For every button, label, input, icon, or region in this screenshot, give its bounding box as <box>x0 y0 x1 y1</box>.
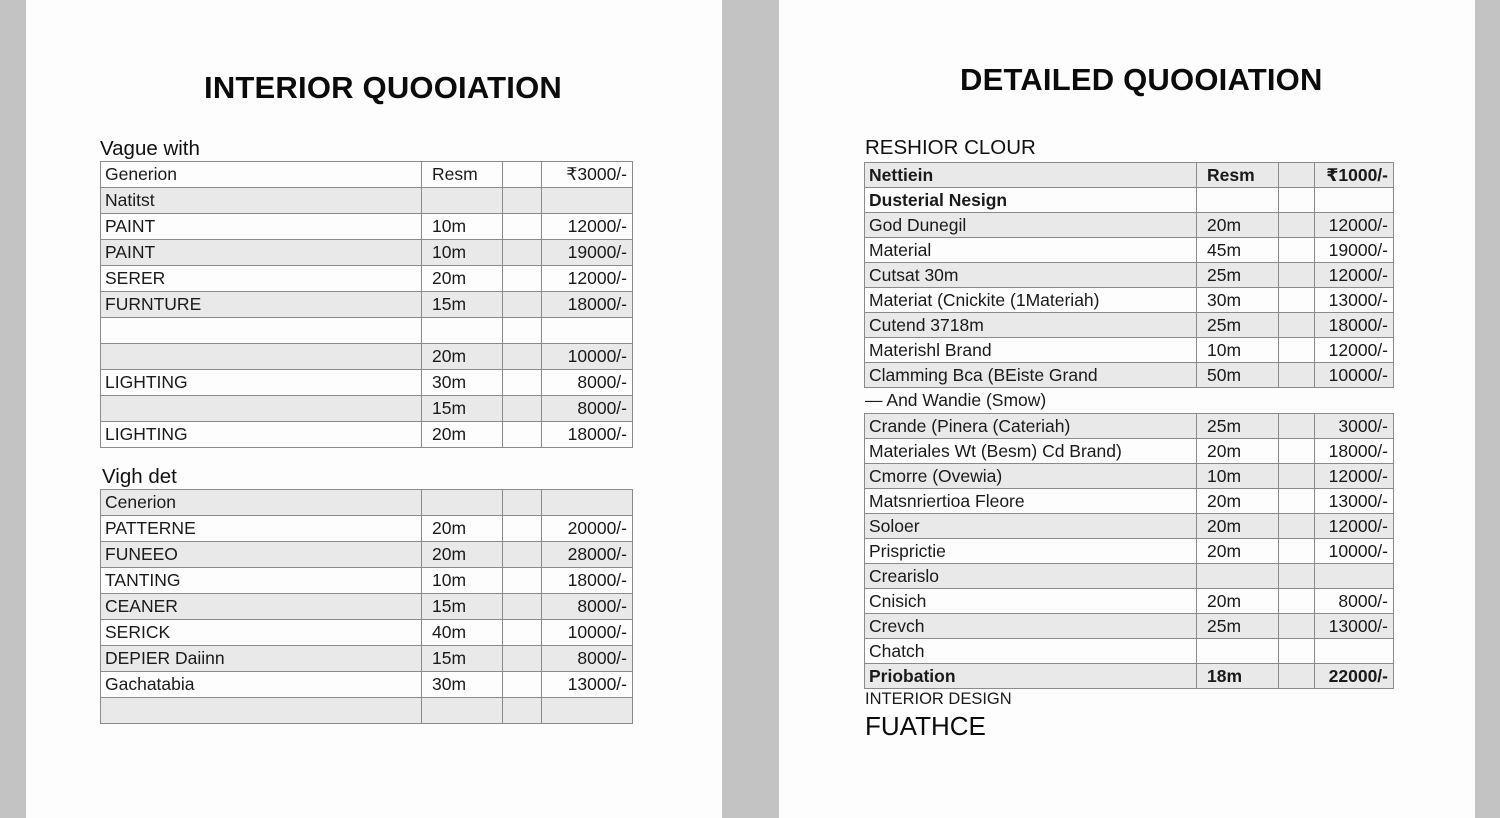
rate-cell <box>1279 363 1315 388</box>
table-row <box>865 163 1394 188</box>
qty-cell: 20m <box>1197 514 1279 539</box>
amount-cell: 12000/- <box>1315 213 1394 238</box>
table-row <box>865 589 1394 614</box>
table-row <box>101 490 633 516</box>
separator-label: — And Wandie (Smow) <box>865 390 1047 410</box>
amount-cell: ₹1000/- <box>1315 163 1394 188</box>
rate-cell <box>503 568 542 594</box>
qty-cell: 10m <box>422 240 503 266</box>
table-row <box>101 240 633 266</box>
item-cell <box>101 318 422 344</box>
amount-cell <box>542 698 633 724</box>
rate-cell <box>1279 514 1315 539</box>
item-cell: PATTERNE <box>101 516 422 542</box>
item-cell: Chatch <box>865 639 1197 664</box>
item-cell: Clamming Bca (BEiste Grand <box>865 363 1197 388</box>
table-row <box>865 414 1394 439</box>
amount-cell: 13000/- <box>1315 288 1394 313</box>
item-cell: SERER <box>101 266 422 292</box>
amount-cell: 12000/- <box>1315 338 1394 363</box>
qty-cell <box>422 490 503 516</box>
qty-cell: 15m <box>422 396 503 422</box>
item-cell: Cmorre (Ovewia) <box>865 464 1197 489</box>
qty-cell: 45m <box>1197 238 1279 263</box>
table-row <box>101 266 633 292</box>
amount-cell: 8000/- <box>1315 589 1394 614</box>
qty-cell: 25m <box>1197 313 1279 338</box>
item-cell: Gachatabia <box>101 672 422 698</box>
item-cell: Natitst <box>101 188 422 214</box>
rate-cell <box>503 240 542 266</box>
qty-cell: 25m <box>1197 414 1279 439</box>
qty-cell: 50m <box>1197 363 1279 388</box>
rate-cell <box>503 422 542 448</box>
amount-cell: 18000/- <box>542 292 633 318</box>
amount-cell: 19000/- <box>1315 238 1394 263</box>
rate-cell <box>503 214 542 240</box>
footer-subtitle: INTERIOR DESIGN <box>865 690 1012 708</box>
amount-cell: 10000/- <box>1315 363 1394 388</box>
item-cell: SERICK <box>101 620 422 646</box>
qty-cell: 10m <box>1197 464 1279 489</box>
table-row <box>101 214 633 240</box>
table-row <box>101 646 633 672</box>
qty-cell <box>422 698 503 724</box>
rate-cell <box>1279 188 1315 213</box>
amount-cell: 22000/- <box>1315 664 1394 689</box>
amount-cell <box>542 188 633 214</box>
table-row <box>865 188 1394 213</box>
rate-cell <box>1279 589 1315 614</box>
rate-cell <box>503 396 542 422</box>
amount-cell <box>542 490 633 516</box>
item-cell: God Dunegil <box>865 213 1197 238</box>
item-cell: Nettiein <box>865 163 1197 188</box>
amount-cell: 18000/- <box>542 422 633 448</box>
item-cell: DEPIER Daiinn <box>101 646 422 672</box>
item-cell: Cnisich <box>865 589 1197 614</box>
rate-cell <box>1279 614 1315 639</box>
qty-cell: 40m <box>422 620 503 646</box>
table-row <box>865 514 1394 539</box>
left-quotation-page <box>26 0 722 818</box>
item-cell: Matsnriertioa Fleore <box>865 489 1197 514</box>
item-cell: Material <box>865 238 1197 263</box>
qty-cell: 20m <box>1197 439 1279 464</box>
item-cell <box>101 396 422 422</box>
rate-cell <box>503 620 542 646</box>
item-cell: Crande (Pinera (Cateriah) <box>865 414 1197 439</box>
table-row <box>101 568 633 594</box>
qty-cell <box>1197 564 1279 589</box>
table-row <box>865 288 1394 313</box>
table-row <box>865 338 1394 363</box>
rate-cell <box>503 542 542 568</box>
rate-cell <box>503 318 542 344</box>
rate-cell <box>503 266 542 292</box>
amount-cell <box>1315 564 1394 589</box>
item-cell: LIGHTING <box>101 422 422 448</box>
rate-cell <box>503 344 542 370</box>
item-cell: Materiat (Cnickite (1Materiah) <box>865 288 1197 313</box>
item-cell: Dusterial Nesign <box>865 188 1197 213</box>
rate-cell <box>1279 288 1315 313</box>
rate-cell <box>1279 489 1315 514</box>
amount-cell: 18000/- <box>1315 313 1394 338</box>
quotation-table <box>100 489 633 724</box>
rate-cell <box>503 594 542 620</box>
amount-cell: 10000/- <box>542 620 633 646</box>
amount-cell: 12000/- <box>542 266 633 292</box>
qty-cell: 30m <box>422 370 503 396</box>
qty-cell: 20m <box>1197 213 1279 238</box>
item-cell: Prisprictie <box>865 539 1197 564</box>
qty-cell: 20m <box>422 422 503 448</box>
rate-cell <box>503 292 542 318</box>
rate-cell <box>503 646 542 672</box>
qty-cell: 20m <box>422 516 503 542</box>
page-title: DETAILED QUOOIATION <box>960 62 1323 97</box>
rate-cell <box>1279 414 1315 439</box>
table-row <box>865 614 1394 639</box>
page-title: INTERIOR QUOOIATION <box>204 70 562 105</box>
table-row <box>101 698 633 724</box>
qty-cell: 20m <box>422 266 503 292</box>
rate-cell <box>1279 664 1315 689</box>
table-row <box>865 238 1394 263</box>
rate-cell <box>503 370 542 396</box>
qty-cell: 20m <box>422 344 503 370</box>
item-cell: LIGHTING <box>101 370 422 396</box>
item-cell: PAINT <box>101 240 422 266</box>
item-cell: Cutend 3718m <box>865 313 1197 338</box>
rate-cell <box>1279 539 1315 564</box>
amount-cell: 18000/- <box>542 568 633 594</box>
table-row <box>101 422 633 448</box>
table-row <box>865 263 1394 288</box>
table-row <box>101 594 633 620</box>
amount-cell: 8000/- <box>542 594 633 620</box>
amount-cell: 12000/- <box>1315 464 1394 489</box>
amount-cell: ₹3000/- <box>542 162 633 188</box>
amount-cell: 28000/- <box>542 542 633 568</box>
rate-cell <box>1279 263 1315 288</box>
qty-cell: 15m <box>422 646 503 672</box>
qty-cell: 10m <box>422 568 503 594</box>
amount-cell: 10000/- <box>1315 539 1394 564</box>
table-row <box>865 639 1394 664</box>
rate-cell <box>1279 464 1315 489</box>
table-row <box>101 620 633 646</box>
table-row <box>101 370 633 396</box>
qty-cell: 18m <box>1197 664 1279 689</box>
qty-cell: 30m <box>1197 288 1279 313</box>
table-row <box>101 162 633 188</box>
item-cell: Crearislo <box>865 564 1197 589</box>
qty-cell: 30m <box>422 672 503 698</box>
qty-cell: 10m <box>422 214 503 240</box>
amount-cell: 13000/- <box>1315 489 1394 514</box>
table-row <box>865 313 1394 338</box>
quotation-table <box>864 162 1394 388</box>
amount-cell: 12000/- <box>1315 514 1394 539</box>
amount-cell: 19000/- <box>542 240 633 266</box>
right-quotation-page <box>779 0 1475 818</box>
item-cell: Cutsat 30m <box>865 263 1197 288</box>
rate-cell <box>503 162 542 188</box>
rate-cell <box>1279 313 1315 338</box>
amount-cell: 8000/- <box>542 396 633 422</box>
table-row <box>865 213 1394 238</box>
item-cell: Generion <box>101 162 422 188</box>
qty-cell: 15m <box>422 292 503 318</box>
rate-cell <box>1279 564 1315 589</box>
table-row <box>865 464 1394 489</box>
rate-cell <box>1279 639 1315 664</box>
amount-cell: 13000/- <box>1315 614 1394 639</box>
item-cell: Priobation <box>865 664 1197 689</box>
table-row <box>101 672 633 698</box>
table-row <box>101 516 633 542</box>
qty-cell: 20m <box>1197 539 1279 564</box>
item-cell: Materiales Wt (Besm) Cd Brand) <box>865 439 1197 464</box>
amount-cell: 20000/- <box>542 516 633 542</box>
qty-cell: 15m <box>422 594 503 620</box>
table-row <box>865 363 1394 388</box>
qty-cell <box>1197 188 1279 213</box>
table-row <box>865 439 1394 464</box>
quotation-table <box>864 413 1394 689</box>
rate-cell <box>503 490 542 516</box>
qty-cell: 20m <box>1197 489 1279 514</box>
amount-cell: 12000/- <box>542 214 633 240</box>
section-title: Vigh det <box>102 465 177 488</box>
item-cell <box>101 698 422 724</box>
rate-cell <box>503 188 542 214</box>
table-row <box>101 396 633 422</box>
section-title: RESHIOR CLOUR <box>865 136 1036 159</box>
amount-cell: 8000/- <box>542 646 633 672</box>
qty-cell <box>422 188 503 214</box>
rate-cell <box>1279 338 1315 363</box>
qty-cell <box>422 318 503 344</box>
amount-cell: 10000/- <box>542 344 633 370</box>
quotation-table <box>100 161 633 448</box>
rate-cell <box>1279 213 1315 238</box>
qty-cell <box>1197 639 1279 664</box>
qty-cell: 25m <box>1197 614 1279 639</box>
amount-cell: 8000/- <box>542 370 633 396</box>
rate-cell <box>503 698 542 724</box>
item-cell: Cenerion <box>101 490 422 516</box>
table-row <box>101 292 633 318</box>
item-cell: CEANER <box>101 594 422 620</box>
rate-cell <box>503 516 542 542</box>
rate-cell <box>1279 163 1315 188</box>
amount-cell: 18000/- <box>1315 439 1394 464</box>
table-row <box>865 539 1394 564</box>
amount-cell <box>1315 188 1394 213</box>
qty-cell: 10m <box>1197 338 1279 363</box>
table-row <box>865 664 1394 689</box>
qty-cell: Resm <box>422 162 503 188</box>
rate-cell <box>1279 439 1315 464</box>
table-row <box>101 344 633 370</box>
rate-cell <box>1279 238 1315 263</box>
footer-title: FUATHCE <box>865 711 986 741</box>
section-title: Vague with <box>100 137 200 160</box>
table-row <box>101 188 633 214</box>
table-row <box>101 318 633 344</box>
item-cell: Soloer <box>865 514 1197 539</box>
item-cell: FURNTURE <box>101 292 422 318</box>
qty-cell: Resm <box>1197 163 1279 188</box>
qty-cell: 25m <box>1197 263 1279 288</box>
amount-cell: 12000/- <box>1315 263 1394 288</box>
qty-cell: 20m <box>1197 589 1279 614</box>
amount-cell <box>1315 639 1394 664</box>
amount-cell: 3000/- <box>1315 414 1394 439</box>
table-row <box>865 564 1394 589</box>
item-cell: Crevch <box>865 614 1197 639</box>
table-row <box>101 542 633 568</box>
item-cell: TANTING <box>101 568 422 594</box>
item-cell: Materishl Brand <box>865 338 1197 363</box>
amount-cell <box>542 318 633 344</box>
item-cell <box>101 344 422 370</box>
item-cell: FUNEEO <box>101 542 422 568</box>
qty-cell: 20m <box>422 542 503 568</box>
item-cell: PAINT <box>101 214 422 240</box>
amount-cell: 13000/- <box>542 672 633 698</box>
rate-cell <box>503 672 542 698</box>
table-row <box>865 489 1394 514</box>
